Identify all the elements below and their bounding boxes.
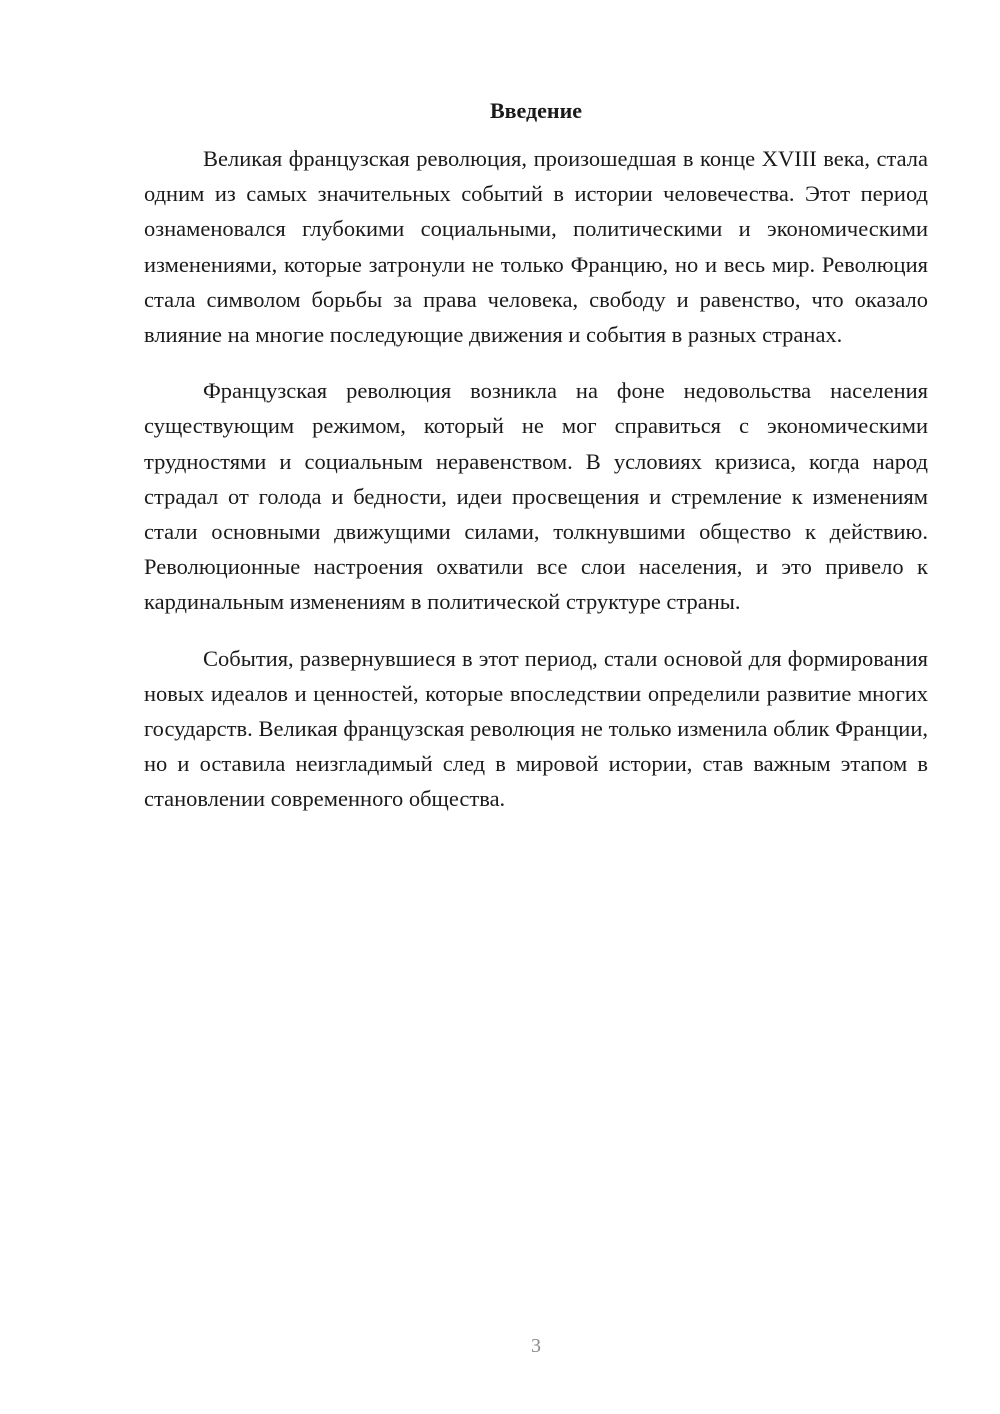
page-title: Введение (489, 98, 583, 123)
body-text (144, 141, 928, 838)
page-number: 3 (531, 1335, 541, 1357)
paragraph-2: Французская революция возникла на фоне недовольства населения существующим режимом, который не мог справиться с экономическими трудностями и социальным неравенством. В условиях кризиса, когда народ страдал от голода и бедности, идеи просвещения и стремление к изменениям стали основными движущими силами, толкнувшими общество к действию. Революционные настроения охватили все слои населения, и это привело к кардинальным изменениям в политической структуре страны. (144, 378, 928, 615)
paragraph-3: События, развернувшиеся в этот период, стали основой для формирования новых идеалов и ценностей, которые впоследствии определили развитие многих государств. Великая французская революция не только изменила облик Франции, но и оставила неизгладимый след в мировой истории, став важным этапом в становлении современного общества. (144, 645, 928, 812)
paragraph-1: Великая французская революция, произошедшая в конце XVIII века, стала одним из самых значительных событий в истории человечества. Этот период ознаменовался глубокими социальными, политическими и экономическими изменениями, которые затронули не только Францию, но и весь мир. Революция стала символом борьбы за права человека, свободу и равенство, что оказало влияние на многие последующие движения и события в разных странах. (144, 146, 928, 348)
